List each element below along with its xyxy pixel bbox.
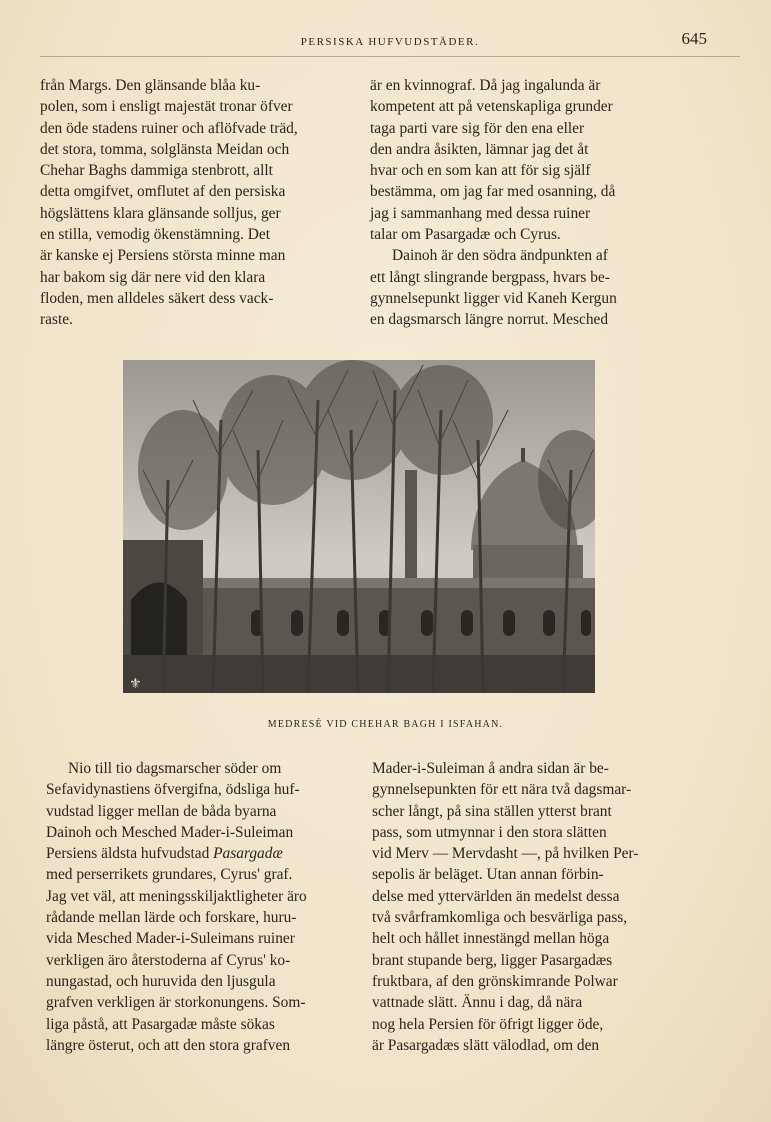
minaret [405, 470, 417, 590]
text-line: pass, som utmynnar i den stora slätten [372, 823, 607, 841]
text-line: med perserrikets grundares, Cyrus' graf. [46, 866, 293, 884]
text-line: högslättens klara glänsande solljus, ger [40, 204, 281, 222]
text-line: nog hela Persien för öfrigt ligger öde, [372, 1015, 604, 1033]
text-line: det stora, tomma, solglänsta Meidan och [40, 140, 290, 158]
fleur-de-lis-mark: ⚜ [129, 676, 142, 692]
text-line: är en kvinnograf. Då jag ingalunda är [370, 77, 601, 94]
text-line: vudstad ligger mellan de båda byarna [46, 802, 277, 820]
text-line: Dainoh och Mesched Mader-i-Suleiman [46, 823, 294, 841]
dome-finial [521, 448, 525, 462]
italic-term: Pasargadæ [213, 845, 283, 863]
text-line: Mader-i-Suleiman å andra sidan är be- [372, 760, 609, 777]
header-title: PERSISKA HUFVUDSTÄDER. [300, 36, 480, 48]
text-line: polen, som i ensligt majestät tronar öfver [40, 98, 293, 116]
text-line-with-italic [46, 843, 354, 864]
text-line: har bakom sig där nere vid den klara [40, 268, 266, 286]
text-line: två svårframkomliga och besvärliga pass, [372, 909, 628, 927]
text-line: fruktbara, af den grönskimrande Polwar [372, 972, 618, 990]
text-line: brant stupande berg, ligger Pasargadæs [372, 951, 613, 969]
text-line: Jag vet väl, att meningsskiljaktligheter äro [46, 887, 307, 905]
text-line: Nio till tio dagsmarscher söder om [68, 760, 282, 777]
text-line: Dainoh är den södra ändpunkten af [392, 247, 608, 265]
text-line: den öde stadens ruiner och aflöfvade träd, [40, 119, 298, 137]
text-line: floden, men alldeles säkert dess vack- [40, 289, 274, 307]
text-line: helt och hållet innestängd mellan höga [372, 930, 610, 948]
text-line: rådande mellan lärde och forskare, huru- [46, 909, 297, 927]
text-line: den andra åsikten, lämnar jag det åt [370, 140, 589, 158]
text-line: taga parti vare sig för den ena eller [370, 119, 585, 137]
text-line: scher långt, på sina ställen ytterst brant [372, 802, 612, 820]
text-span: Persiens äldsta hufvudstad [46, 845, 210, 863]
text-line: detta omgifvet, omflutet af den persiska [40, 183, 286, 201]
photo-caption: MEDRESÉ VID CHEHAR BAGH I ISFAHAN. [267, 719, 504, 730]
text-line: längre österut, och att den stora grafven [46, 1036, 291, 1054]
text-line: Chehar Baghs dammiga stenbrott, allt [40, 162, 273, 180]
text-line: gynnelsepunkt ligger vid Kaneh Kergun [370, 289, 617, 307]
text-line: hvar och en som kan att för sig själf [370, 162, 591, 180]
text-line: en dagsmarsch längre norrut. Mesched [370, 311, 609, 329]
text-line: sepolis är beläget. Utan annan förbin- [372, 866, 604, 884]
text-line: kompetent att på vetenskapliga grunder [370, 98, 613, 116]
text-column-bottom-left [46, 758, 354, 1056]
photograph-medrese [123, 360, 595, 693]
text-column-bottom-right [372, 758, 680, 1056]
text-line: Sefavidynastiens öfvergifna, ödsliga huf- [46, 781, 300, 799]
text-line: från Margs. Den glänsande blåa ku- [40, 77, 261, 94]
text-line: grafven verkligen är storkonungens. Som- [46, 994, 306, 1012]
photo-illustration [123, 360, 595, 693]
text-line: gynnelsepunkten för ett nära två dagsmar- [372, 781, 632, 799]
text-line: vida Mesched Mader-i-Suleimans ruiner [46, 930, 295, 948]
text-line: bestämma, om jag far med osanning, då [370, 183, 616, 201]
text-line: jag i sammanhang med dessa ruiner [370, 204, 591, 222]
text-column-top-right [370, 75, 678, 331]
text-line: nungastad, och huruvida den ljusgula [46, 972, 276, 990]
text-line: delse med yttervärlden än medelst dessa [372, 887, 620, 905]
text-line: verkligen äro återstoderna af Cyrus' ko- [46, 951, 291, 969]
text-line: ett långt slingrande bergpass, hvars be- [370, 268, 610, 286]
text-line: raste. [40, 311, 73, 329]
text-line: vattnade slätt. Ännu i dag, då nära [372, 994, 583, 1012]
text-line: en stilla, vemodig ökenstämning. Det [40, 226, 270, 244]
running-header [40, 30, 740, 57]
page-number: 645 [681, 29, 707, 48]
text-line: vid Merv — Mervdasht —, på hvilken Per- [372, 845, 639, 863]
text-line: är Pasargadæs slätt välodlad, om den [372, 1036, 600, 1054]
text-line: talar om Pasargadæ och Cyrus. [370, 226, 561, 244]
text-line: liga påstå, att Pasargadæ måste sökas [46, 1015, 275, 1033]
text-line: är kanske ej Persiens största minne man [40, 247, 286, 265]
text-column-top-left [40, 75, 348, 331]
